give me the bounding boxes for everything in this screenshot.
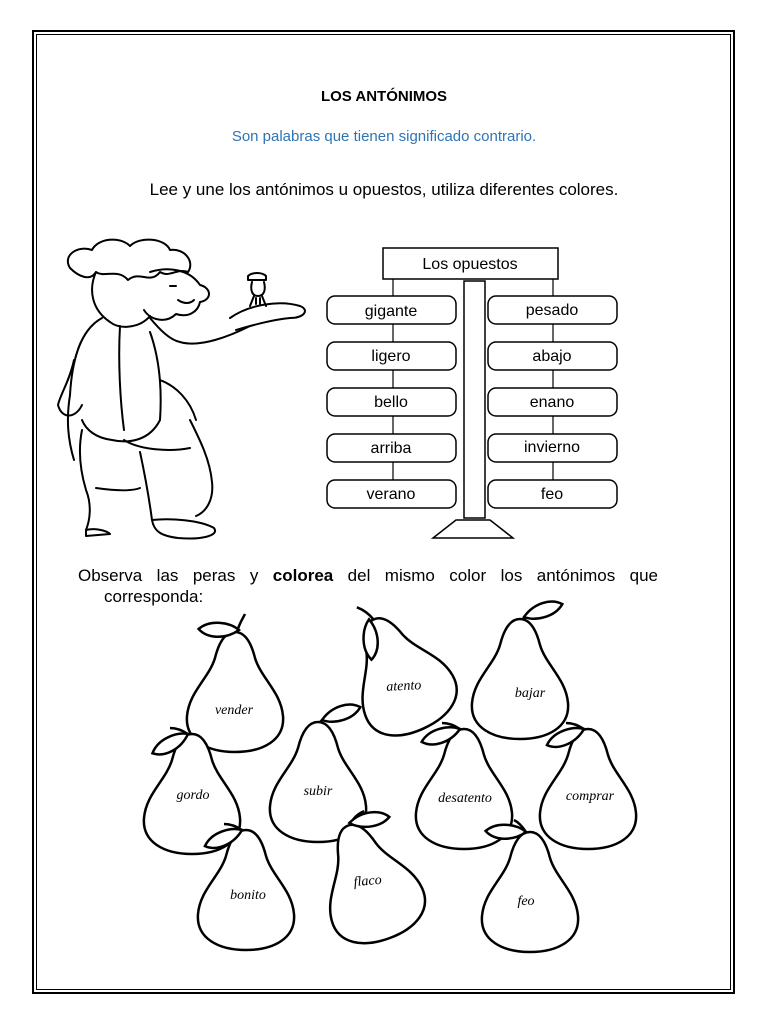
observe-instruction-line2: corresponda: [104, 587, 204, 606]
pear-word: vender [214, 703, 254, 718]
observe-instruction [78, 566, 658, 586]
word-box-text: feo [540, 486, 564, 503]
observe-text-bold: colorea [272, 566, 334, 585]
pear-word: bonito [230, 888, 266, 903]
page-title: LOS ANTÓNIMOS [320, 88, 448, 105]
instruction-text: Lee y une los antónimos u opuestos, utiliza diferentes colores. [149, 180, 619, 199]
word-box-text: arriba [370, 440, 412, 457]
opposites-sign [327, 248, 617, 538]
pear-bonito [198, 824, 294, 950]
pear-bajar [472, 599, 568, 739]
pear-comprar [540, 723, 636, 849]
giant-illustration [58, 240, 305, 539]
word-box-text: gigante [364, 303, 418, 320]
word-box-text: abajo [532, 348, 572, 365]
pear-word: flaco [353, 872, 383, 891]
word-box-text: ligero [371, 348, 411, 365]
pear-word: feo [517, 894, 535, 909]
observe-text-end: del mismo color los antónimos que [333, 566, 658, 585]
word-box-text: verano [366, 486, 416, 503]
word-box-text: enano [529, 394, 575, 411]
sign-left-boxes [327, 296, 456, 508]
pear-word: desatento [438, 791, 492, 806]
page-subtitle: Son palabras que tienen significado contrario. [231, 128, 537, 145]
pear-vender [187, 614, 283, 752]
word-box-text: invierno [523, 439, 581, 456]
pears-group [144, 583, 636, 955]
sign-pole [464, 281, 485, 518]
pear-word: subir [303, 784, 333, 799]
word-box-text: bello [374, 394, 408, 411]
pear-word: gordo [176, 788, 210, 803]
pear-word: atento [385, 678, 422, 695]
observe-text-start: Observa las peras y [78, 566, 273, 585]
sign-header-text: Los opuestos [422, 256, 518, 273]
sign-base [433, 520, 513, 538]
pear-word: bajar [514, 686, 546, 701]
word-box-text: pesado [525, 302, 579, 319]
pear-word: comprar [565, 789, 615, 804]
